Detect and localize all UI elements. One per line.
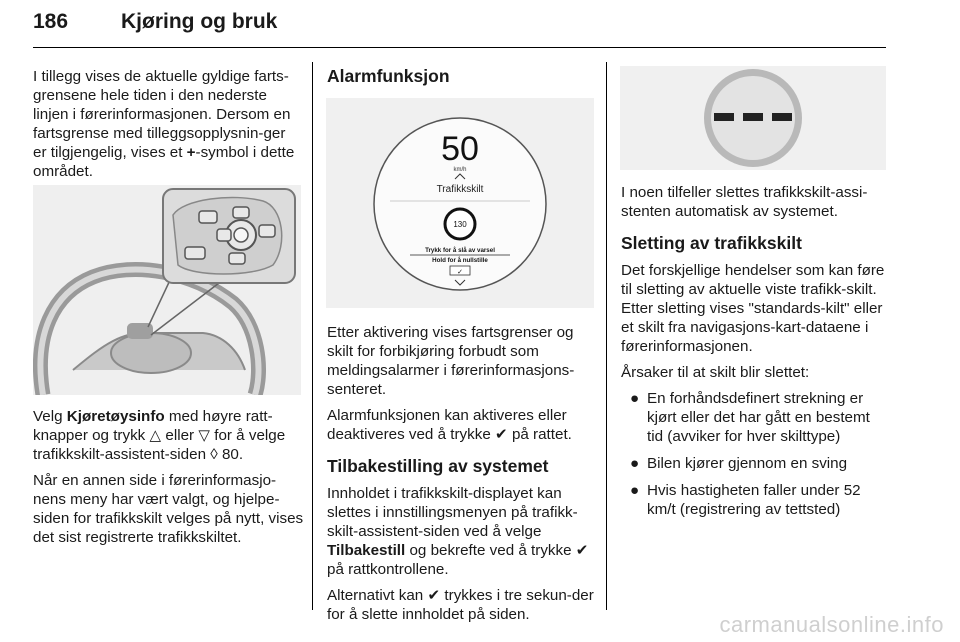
- watermark: carmanualsonline.info: [719, 612, 944, 637]
- col3-paragraph-2: Det forskjellige hendelser som kan føre til sletting av aktuelle viste trafikk-skilt. Etter sletting vises "standards-kilt" eller et skilt fra navigasjons-kart-dataene i førerinformasjonen.: [621, 262, 885, 355]
- driver-display-image: [326, 98, 594, 308]
- page-header: [33, 10, 886, 38]
- header-rule: [33, 47, 886, 48]
- col1-paragraph-2: Velg Kjøretøysinfo med høyre ratt-knapper og trykk △ eller ▽ for å velge trafikkskilt-assistent-siden ◊ 80.: [33, 408, 286, 463]
- display-line-2: Hold for å nullstille: [432, 257, 488, 264]
- display-check-icon: ✓: [457, 268, 463, 276]
- display-unit: km/h: [453, 167, 467, 173]
- list-item: ● Bilen kjører gjennom en sving: [630, 455, 848, 472]
- check-icon: ✔: [427, 587, 441, 604]
- heading-alarmfunksjon: Alarmfunksjon: [327, 66, 450, 86]
- col1-paragraph-1: I tillegg vises de aktuelle gyldige farts-grensene hele tiden i den nederste linjen i førerinformasjonen. Dersom en fartsgrense med tilleggsopplysnin-ger er tilgjengelig, vises et +-symbol i dette området.: [33, 68, 295, 180]
- column-2-top: [327, 67, 595, 94]
- display-limit-sign: 130: [453, 220, 467, 229]
- column-1-lower: [33, 407, 305, 554]
- col2-paragraph-2: Alarmfunksjonen kan aktiveres eller deaktiveres ved å trykke ✔ på rattet.: [327, 407, 572, 443]
- page-reference-icon: ◊: [210, 446, 218, 463]
- bullet-icon: ●: [630, 455, 640, 472]
- down-arrow-icon: ▽: [198, 427, 211, 444]
- page-title: Kjøring og bruk: [121, 10, 278, 33]
- display-line-1: Trykk for å slå av varsel: [425, 247, 495, 254]
- steering-wheel-illustration: [33, 185, 301, 395]
- heading-sletting: Sletting av trafikkskilt: [621, 233, 802, 253]
- column-1: [33, 67, 301, 188]
- column-2: [327, 323, 597, 631]
- column-divider-2: [606, 62, 607, 610]
- check-icon: ✔: [494, 426, 508, 443]
- col1-paragraph-3: Når en annen side i førerinformasjo-nens meny har vært valgt, og hjelpe-siden for trafikkskilt velges på nytt, vises det sist registrerte trafikkskiltet.: [33, 472, 304, 546]
- page-number: 186: [33, 10, 69, 33]
- reasons-list: [621, 389, 889, 519]
- list-item: ● En forhåndsdefinert strekning er kjørt eller det har gått en bestemt tid (avviker for hver skilttype): [630, 390, 870, 445]
- display-sign-label: Trafikkskilt: [436, 184, 484, 195]
- check-icon: ✔: [575, 542, 589, 559]
- list-item: ● Hvis hastigheten faller under 52 km/t (registrering av tettsted): [630, 482, 861, 518]
- column-divider-1: [312, 62, 313, 610]
- col3-paragraph-1: I noen tilfeller slettes trafikkskilt-assi-stenten automatisk av systemet.: [621, 184, 868, 220]
- col2-paragraph-3: Innholdet i trafikkskilt-displayet kan slettes i innstillingsmenyen på trafikk-skilt-assistent-siden ved å velge Tilbakestill og bekrefte ved å trykke ✔ på rattkontrollene.: [327, 485, 589, 578]
- display-speed: 50: [441, 130, 479, 168]
- sign-illustration: [620, 66, 886, 170]
- col2-paragraph-4: Alternativt kan ✔ trykkes i tre sekun-der for å slette innholdet på siden.: [327, 587, 594, 623]
- bullet-icon: ●: [630, 390, 640, 407]
- col2-paragraph-1: Etter aktivering vises fartsgrenser og skilt for forbikjøring forbudt som meldingsalarmer i førerinformasjons-senteret.: [327, 324, 575, 398]
- col3-paragraph-3: Årsaker til at skilt blir slettet:: [621, 364, 810, 381]
- menu-tilbakestill: Tilbakestill: [327, 542, 406, 559]
- column-3: [621, 183, 889, 527]
- menu-kjoretoysinfo: Kjøretøysinfo: [66, 408, 165, 425]
- display-illustration: [326, 98, 594, 308]
- up-arrow-icon: △: [149, 427, 162, 444]
- steering-wheel-image: [33, 185, 301, 395]
- end-of-restriction-sign-image: [620, 66, 886, 170]
- plus-symbol: +: [186, 144, 196, 161]
- heading-tilbakestilling: Tilbakestilling av systemet: [327, 456, 549, 476]
- bullet-icon: ●: [630, 482, 640, 499]
